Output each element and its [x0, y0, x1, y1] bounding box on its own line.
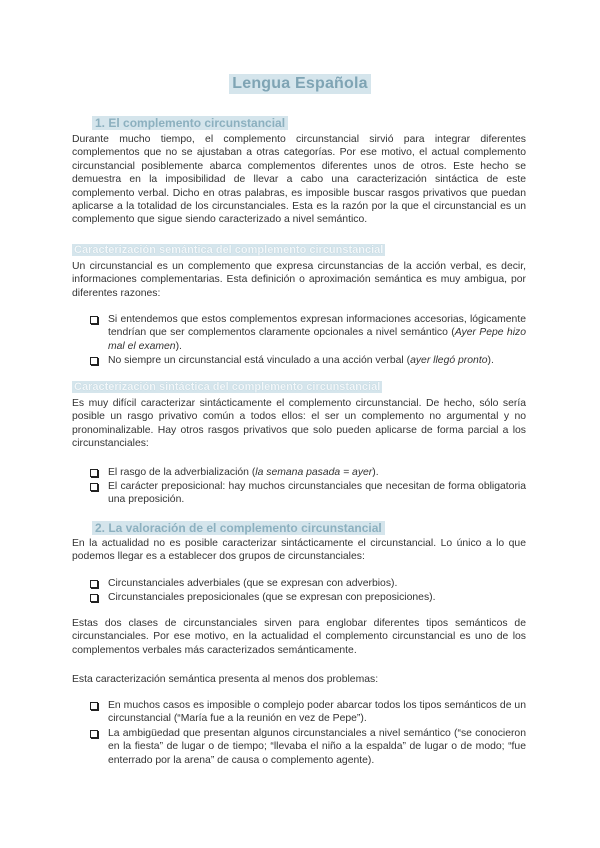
checkbox-bullet-icon [90, 730, 98, 738]
section2-paragraph3: Esta caracterización semántica presenta al menos dos problemas: [72, 674, 379, 685]
list-item: Circunstanciales adverbiales (que se expresan con adverbios). [90, 577, 526, 590]
list-item: En muchos casos es imposible o complejo poder abarcar todos los tipos semánticos de un circunstancial (“María fue a la reunión en vez de Pepe”). [90, 699, 526, 726]
section2-paragraph2: Estas dos clases de circunstanciales sirven para englobar diferentes tipos semánticos de circunstanciales. Por ese motivo, en la actualidad el complemento circunstancial es uno de los complementos verbales más caracterizados semánticamente. [72, 618, 526, 656]
syntactic-paragraph: Es muy difícil caracterizar sintácticamente el complemento circunstancial. De hecho, sólo sería posible un rasgo privativo común a todos ellos: el ser un complemento no argumental y no pronominalizable. Hay otros rasgos privativos que solo pueden aplicarse de forma parcial a los circunstanciales: [72, 398, 526, 450]
semantic-heading: Caracterización semántica del complemento circunstancial [74, 244, 384, 256]
section2-heading: 2. La valoración de el complemento circunstancial [92, 521, 385, 535]
semantic-paragraph: Un circunstancial es un complemento que expresa circunstancias de la acción verbal, es decir, informaciones complementarias. Esta definición o aproximación semántica es muy ambigua, por diferentes razones: [72, 261, 526, 299]
section1-paragraph: Durante mucho tiempo, el complemento circunstancial sirvió para integrar diferentes complementos que no se ajustaban a otras categorías. Por ese motivo, el actual complemento circunstancial posiblemente abarca complementos diferentes unos de otros. Este hecho se demuestra en la imposibilidad de llevar a cabo una caracterización sintáctica de este complemento verbal. Dicho en otras palabras, es imposible buscar rasgos privativos que puedan aplicarse a la totalidad de los circunstanciales. Esta es la razón por la que el circunstancial es un complemento que sigue siendo caracterizado a nivel semántico. [72, 134, 526, 226]
list-item: El rasgo de la adverbialización (la semana pasada = ayer). [90, 466, 526, 479]
list-item: Circunstanciales preposicionales (que se expresan con preposiciones). [90, 591, 526, 604]
section2-paragraph: En la actualidad no es posible caracterizar sintácticamente el circunstancial. Lo único a lo que podemos llegar es a establecer dos grupos de circunstanciales: [72, 538, 526, 563]
checkbox-bullet-icon [90, 316, 98, 324]
syntactic-heading: Caracterización sintáctica del complemento circunstancial [74, 381, 381, 393]
section1-heading: 1. El complemento circunstancial [92, 116, 288, 130]
checkbox-bullet-icon [90, 594, 98, 602]
checkbox-bullet-icon [90, 357, 98, 365]
checkbox-bullet-icon [90, 469, 98, 477]
list-item: La ambigüedad que presentan algunos circunstanciales a nivel semántico (“se conocieron en la fiesta” de lugar o de tiempo; “llevaba el niño a la espalda” de lugar o de modo; “fue enterrado por la arena” de causa o complemento agente). [90, 727, 526, 767]
list-item: No siempre un circunstancial está vinculado a una acción verbal (ayer llegó pronto). [90, 354, 526, 367]
list-item: El carácter preposicional: hay muchos circunstanciales que necesitan de forma obligatoria una preposición. [90, 480, 526, 507]
title-wrapper [0, 74, 600, 94]
checkbox-bullet-icon [90, 580, 98, 588]
list-item: Si entendemos que estos complementos expresan informaciones accesorias, lógicamente tendrían que ser complementos claramente opcionales a nivel semántico (Ayer Pepe hizo mal el examen). [90, 313, 526, 353]
checkbox-bullet-icon [90, 483, 98, 491]
checkbox-bullet-icon [90, 702, 98, 710]
document-title: Lengua Española [229, 74, 370, 94]
